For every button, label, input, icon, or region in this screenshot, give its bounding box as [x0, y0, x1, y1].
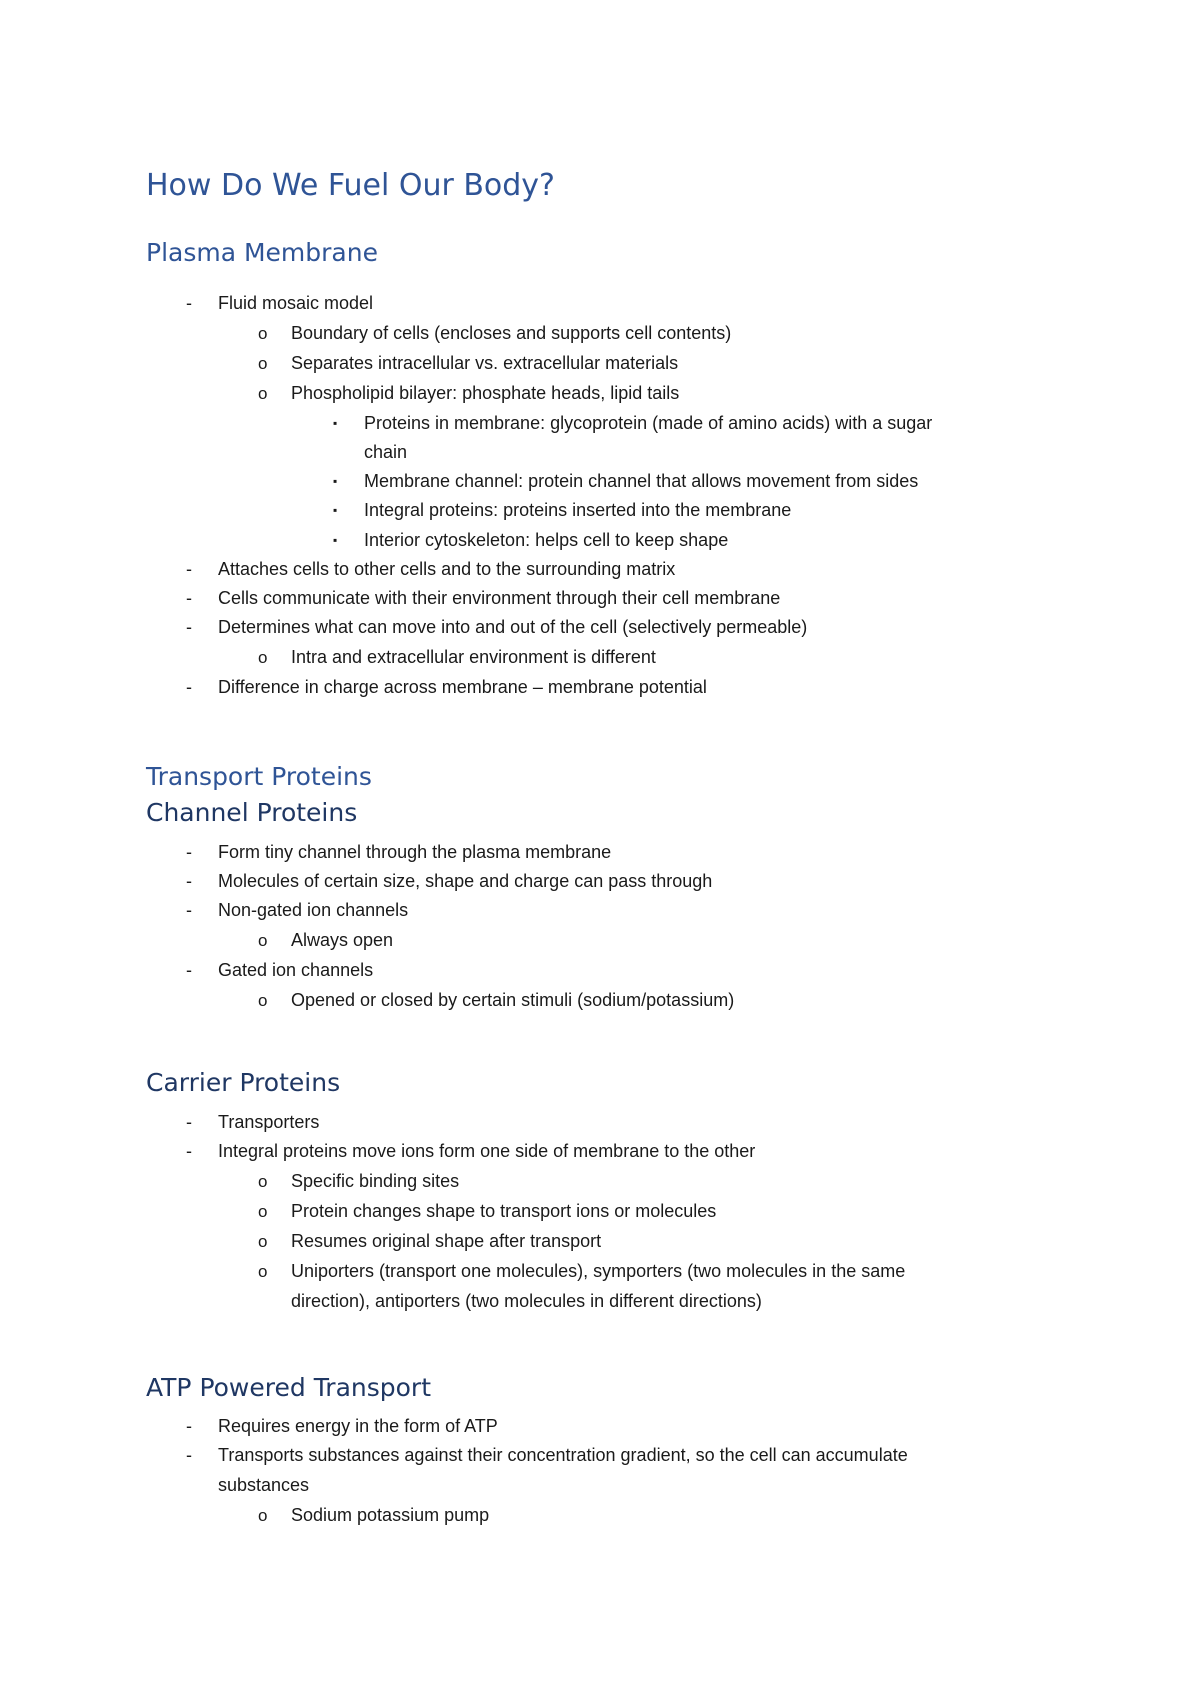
dash-bullet: -: [186, 900, 192, 920]
circle-bullet: o: [258, 1506, 268, 1525]
heading-plasma-membrane: Plasma Membrane: [146, 238, 378, 267]
dash-bullet: -: [186, 617, 192, 637]
circle-bullet: o: [258, 1172, 268, 1191]
square-bullet: ▪: [333, 503, 338, 517]
circle-bullet: o: [258, 1232, 268, 1251]
dash-bullet: -: [186, 960, 192, 980]
circle-bullet: o: [258, 648, 268, 667]
dash-bullet: -: [186, 1445, 192, 1465]
heading-channel-proteins: Channel Proteins: [146, 798, 358, 827]
heading-transport-proteins: Transport Proteins: [146, 762, 372, 791]
circle-bullet: o: [258, 384, 268, 403]
square-bullet: ▪: [333, 474, 338, 488]
circle-bullet: o: [258, 1202, 268, 1221]
circle-bullet: o: [258, 991, 268, 1010]
dash-bullet: -: [186, 842, 192, 862]
circle-bullet: o: [258, 931, 268, 950]
page-title: How Do We Fuel Our Body?: [146, 168, 555, 203]
dash-bullet: -: [186, 559, 192, 579]
circle-bullet: o: [258, 354, 268, 373]
circle-bullet: o: [258, 1262, 268, 1281]
heading-atp-powered-transport: ATP Powered Transport: [146, 1373, 431, 1402]
dash-bullet: -: [186, 871, 192, 891]
document-page: How Do We Fuel Our Body? Plasma Membrane - Fluid mosaic model o Boundary of cells (encloses and supports cell contents) o Separates intracellular vs. extracellular materials o Phospholipid bilayer: phosphate heads, lipid tails ▪ Proteins in membrane: glycoprotein (made of amino acids) with a sugar chain ▪ Membrane channel: protein channel that allows movement from sides ▪ Integral proteins: proteins inserted into the membrane ▪ Interior cytoskeleton: helps cell to keep shape - Attaches cells to other cells and to the surrounding matrix - Cells communicate with their environment through their cell membrane - Determines what can move into and out of the cell (selectively permeable) o Intra and extracellular environment is different - Difference in charge across membrane – membrane potential Transport Proteins Channel Proteins - Form tiny channel through the plasma membrane - Molecules of certain size, shape and charge can pass through - Non-gated ion channels o Always open - Gated ion channels o Opened or closed by certain stimuli (sodium/potassium) Carrier Proteins - Transporters - Integral proteins move ions form one side of membrane to the other o Specific binding sites o Protein changes shape to transport ions or molecules o Resumes original shape after transport o Uniporters (transport one molecules), symporters (two molecules in the same direction), antiporters (two molecules in different directions) ATP Powered Transport - Requires energy in the form of ATP - Transports substances against their concentration gradient, so the cell can accumulate substances o Sodium potassium pump: [0, 0, 1200, 1698]
dash-bullet: -: [186, 1141, 192, 1161]
dash-bullet: -: [186, 1416, 192, 1436]
square-bullet: ▪: [333, 416, 338, 430]
circle-bullet: o: [258, 324, 268, 343]
dash-bullet: -: [186, 1112, 192, 1132]
square-bullet: ▪: [333, 533, 338, 547]
dash-bullet: -: [186, 293, 192, 313]
dash-bullet: -: [186, 588, 192, 608]
heading-carrier-proteins: Carrier Proteins: [146, 1068, 341, 1097]
dash-bullet: -: [186, 677, 192, 697]
